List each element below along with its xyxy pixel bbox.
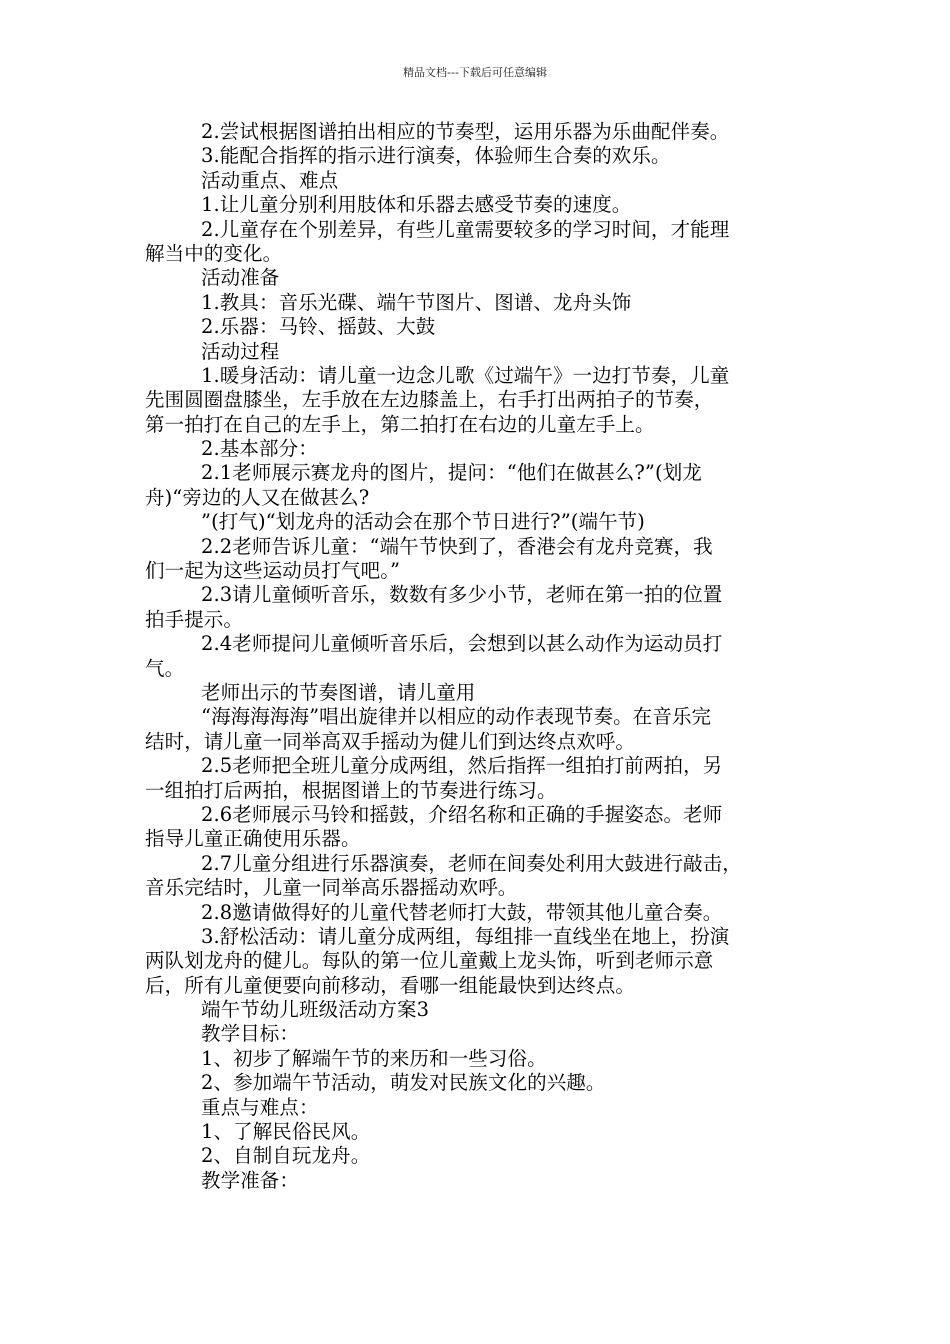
text-line: 2.8邀请做得好的儿童代替老师打大鼓，带领其他儿童合奏。 bbox=[201, 900, 723, 924]
text-line: 3.舒松活动：请儿童分成两组，每组排一直线坐在地上，扮演 bbox=[201, 924, 730, 948]
text-line: 3.能配合指挥的指示进行演奏，体验师生合奏的欢乐。 bbox=[201, 144, 671, 168]
text-line: 两队划龙舟的健儿。每队的第一位儿童戴上龙头饰，听到老师示意 bbox=[145, 949, 714, 973]
text-line: 们一起为这些运动员打气吧。” bbox=[145, 559, 401, 583]
text-line: 2、参加端午节活动，萌发对民族文化的兴趣。 bbox=[201, 1071, 606, 1095]
text-line: 1.教具：音乐光碟、端午节图片、图谱、龙舟头饰 bbox=[201, 290, 632, 314]
text-line: 解当中的变化。 bbox=[145, 241, 283, 265]
text-line: 2.7儿童分组进行乐器演奏，老师在间奏处利用大鼓进行敲击， bbox=[201, 851, 742, 875]
text-line: 1、了解民俗民风。 bbox=[201, 1120, 371, 1144]
text-line: 教学目标： bbox=[201, 1022, 300, 1046]
text-line: 2.4老师提问儿童倾听音乐后，会想到以甚么动作为运动员打 bbox=[201, 632, 723, 656]
text-line: 舟)“旁边的人又在做甚么? bbox=[145, 485, 370, 509]
text-line: 活动过程 bbox=[201, 339, 280, 363]
text-line: 2.基本部分： bbox=[201, 437, 318, 461]
text-line: 教学准备： bbox=[201, 1168, 300, 1192]
text-line: 1.暖身活动：请儿童一边念儿歌《过端午》一边打节奏，儿童 bbox=[201, 363, 730, 387]
text-line: 老师出示的节奏图谱，请儿童用 bbox=[201, 680, 476, 704]
text-line: 拍手提示。 bbox=[145, 607, 244, 631]
text-line: 一组拍打后两拍，根据图谱上的节奏进行练习。 bbox=[145, 778, 557, 802]
text-line: 1、初步了解端午节的来历和一些习俗。 bbox=[201, 1046, 547, 1070]
text-line: 2.5老师把全班儿童分成两组，然后指挥一组拍打前两拍，另 bbox=[201, 754, 723, 778]
text-line: 端午节幼儿班级活动方案3 bbox=[201, 998, 430, 1022]
text-line: ”(打气)“划龙舟的活动会在那个节日进行?”(端午节) bbox=[201, 510, 645, 534]
text-line: 第一拍打在自己的左手上，第二拍打在右边的儿童左手上。 bbox=[145, 412, 655, 436]
text-line: 2.乐器：马铃、摇鼓、大鼓 bbox=[201, 315, 436, 339]
text-line: 2、自制自玩龙舟。 bbox=[201, 1144, 371, 1168]
text-line: 2.2老师告诉儿童：“端午节快到了，香港会有龙舟竞赛，我 bbox=[201, 534, 713, 558]
text-line: 音乐完结时，儿童一同举高乐器摇动欢呼。 bbox=[145, 876, 518, 900]
document-body bbox=[145, 120, 811, 1193]
text-line: 2.儿童存在个别差异，有些儿童需要较多的学习时间，才能理 bbox=[201, 217, 730, 241]
text-line: 指导儿童正确使用乐器。 bbox=[145, 827, 361, 851]
text-line: 2.尝试根据图谱拍出相应的节奏型，运用乐器为乐曲配伴奏。 bbox=[201, 120, 730, 143]
text-line: 2.3请儿童倾听音乐，数数有多少小节，老师在第一拍的位置 bbox=[201, 583, 723, 607]
text-line: 2.6老师展示马铃和摇鼓，介绍名称和正确的手握姿态。老师 bbox=[201, 802, 723, 826]
text-line: 活动准备 bbox=[201, 266, 280, 290]
text-line: 后，所有儿童便要向前移动，看哪一组能最快到达终点。 bbox=[145, 973, 636, 997]
page-header: 精品文档---下载后可任意编辑 bbox=[403, 66, 547, 79]
text-line: 1.让儿童分别利用肢体和乐器去感受节奏的速度。 bbox=[201, 193, 632, 217]
text-line: 先围圆圈盘膝坐，左手放在左边膝盖上，右手打出两拍子的节奏， bbox=[145, 388, 714, 412]
text-line: 气。 bbox=[145, 656, 185, 680]
text-line: 2.1老师展示赛龙舟的图片，提问：“他们在做甚么?”(划龙 bbox=[201, 461, 702, 485]
text-line: 重点与难点： bbox=[201, 1095, 319, 1119]
text-line: 结时，请儿童一同举高双手摇动为健儿们到达终点欢呼。 bbox=[145, 729, 636, 753]
text-line: “海海海海海”唱出旋律并以相应的动作表现节奏。在音乐完 bbox=[201, 705, 712, 729]
text-line: 活动重点、难点 bbox=[201, 168, 339, 192]
